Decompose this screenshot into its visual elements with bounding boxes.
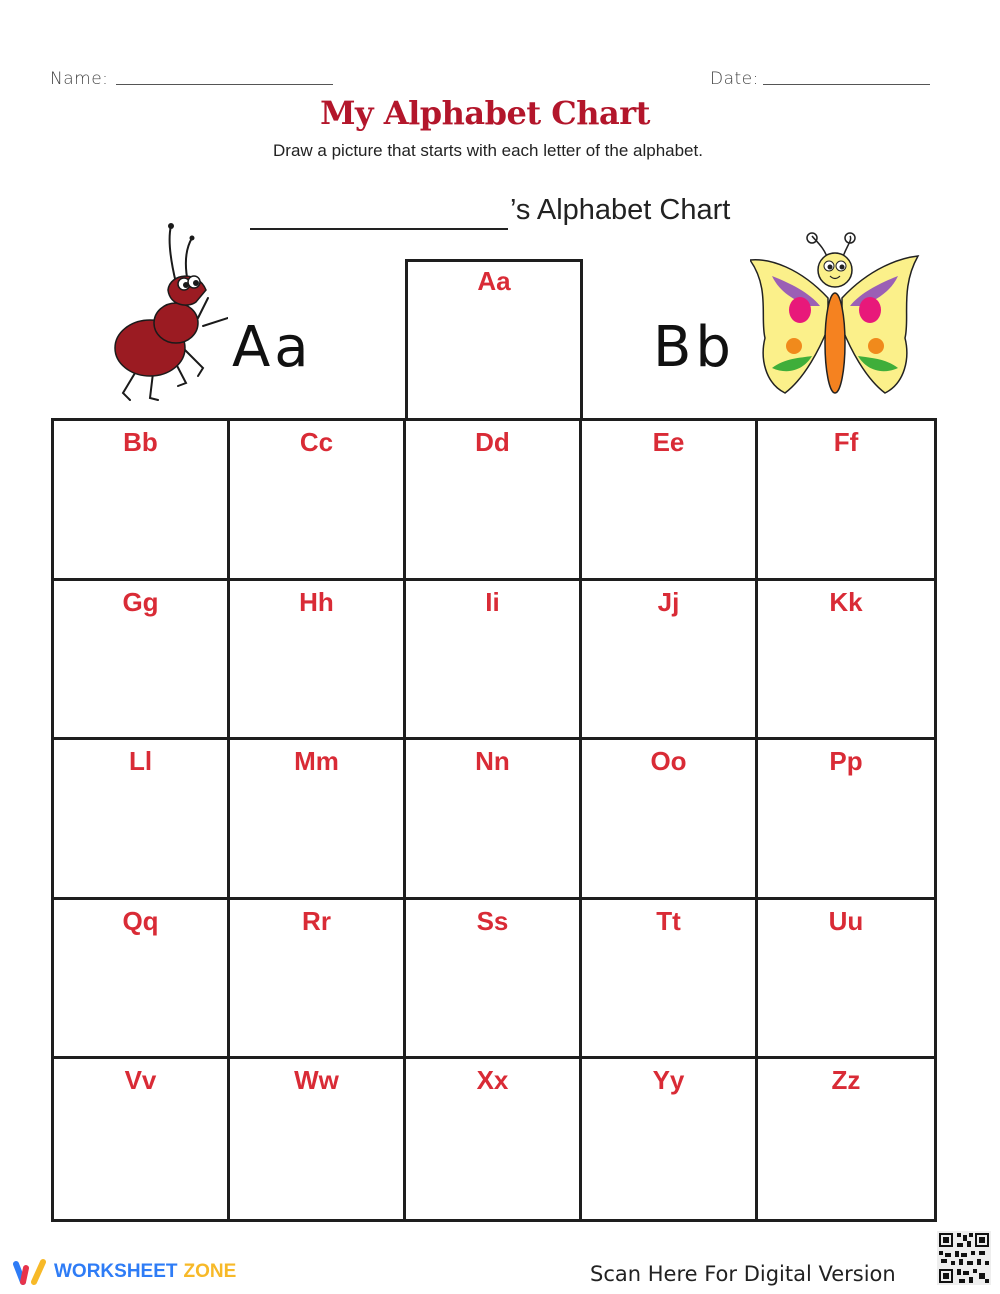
date-field[interactable] — [763, 84, 930, 85]
cell-mm[interactable] — [230, 740, 406, 900]
cell-label: Ee — [652, 427, 685, 457]
cell-label: Cc — [299, 427, 334, 457]
cell-ss[interactable] — [406, 900, 582, 1060]
cell-label: Gg — [122, 586, 159, 617]
name-field[interactable] — [116, 84, 333, 85]
cell-ii[interactable] — [406, 581, 582, 741]
cell-pp[interactable] — [758, 740, 934, 900]
cell-ff[interactable] — [758, 421, 934, 581]
cell-label: Uu — [828, 905, 864, 936]
cell-xx[interactable] — [406, 1059, 582, 1219]
cell-label: Jj — [657, 586, 680, 617]
cell-oo[interactable] — [582, 740, 758, 900]
cell-kk[interactable] — [758, 581, 934, 741]
cell-label: Nn — [475, 746, 510, 777]
cell-label: Mm — [294, 746, 339, 777]
cell-label: Hh — [299, 586, 334, 617]
page-title: My Alphabet Chart — [320, 94, 650, 132]
cell-label: Bb — [123, 427, 158, 457]
cell-label: Ii — [485, 586, 500, 617]
name-label: Name: — [50, 69, 109, 89]
cell-label: Yy — [652, 1065, 685, 1096]
student-name-field[interactable] — [250, 228, 508, 230]
scan-caption: Scan Here For Digital Version — [590, 1262, 896, 1286]
cell-rr[interactable] — [230, 900, 406, 1060]
cell-jj[interactable] — [582, 581, 758, 741]
instructions: Draw a picture that starts with each letter of the alphabet. — [273, 141, 703, 160]
cell-label: Aa — [477, 266, 511, 296]
alphabet-grid — [51, 418, 937, 1222]
cell-nn[interactable] — [406, 740, 582, 900]
brand-logo[interactable] — [12, 1258, 236, 1286]
cell-zz[interactable] — [758, 1059, 934, 1219]
cell-label: Ww — [294, 1065, 339, 1096]
example-letter-a: Aa — [232, 315, 313, 380]
cell-ww[interactable] — [230, 1059, 406, 1219]
chart-name-suffix: ’s Alphabet Chart — [510, 194, 731, 226]
cell-ee[interactable] — [582, 421, 758, 581]
brand-name-part1: WORKSHEET — [54, 1261, 178, 1282]
qr-code-icon[interactable] — [937, 1231, 991, 1285]
cell-bb[interactable] — [54, 421, 230, 581]
cell-aa[interactable] — [405, 259, 583, 421]
cell-dd[interactable] — [406, 421, 582, 581]
ant-icon — [108, 218, 228, 408]
cell-cc[interactable] — [230, 421, 406, 581]
cell-label: Ss — [476, 905, 509, 936]
cell-label: Qq — [122, 905, 159, 936]
butterfly-icon — [750, 228, 920, 400]
cell-label: Oo — [650, 746, 687, 777]
cell-label: Kk — [829, 586, 863, 617]
cell-vv[interactable] — [54, 1059, 230, 1219]
cell-label: Dd — [475, 427, 510, 457]
cell-label: Ll — [128, 746, 153, 777]
cell-hh[interactable] — [230, 581, 406, 741]
cell-label: Pp — [829, 746, 863, 777]
brand-name-part2: ZONE — [183, 1261, 237, 1282]
cell-label: Rr — [302, 905, 331, 936]
cell-yy[interactable] — [582, 1059, 758, 1219]
cell-label: Zz — [831, 1065, 861, 1096]
cell-ll[interactable] — [54, 740, 230, 900]
cell-label: Xx — [476, 1065, 509, 1096]
cell-qq[interactable] — [54, 900, 230, 1060]
date-label: Date: — [710, 69, 759, 89]
cell-uu[interactable] — [758, 900, 934, 1060]
cell-label: Tt — [656, 905, 681, 936]
cell-label: Vv — [124, 1065, 157, 1096]
cell-gg[interactable] — [54, 581, 230, 741]
worksheetzone-logo-icon — [12, 1258, 48, 1286]
cell-label: Ff — [833, 427, 859, 457]
example-letter-b: Bb — [653, 315, 735, 380]
cell-tt[interactable] — [582, 900, 758, 1060]
